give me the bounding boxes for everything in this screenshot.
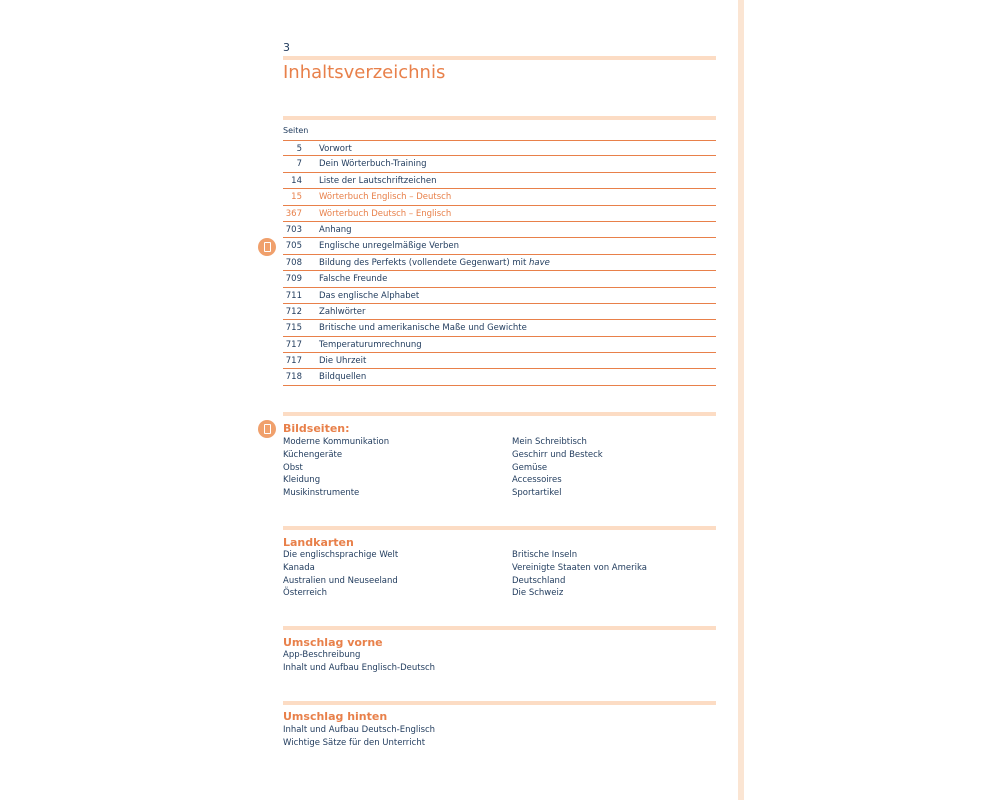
toc-label-text: Die Uhrzeit (319, 356, 367, 367)
toc-page-number: 5 (296, 144, 302, 154)
toc-label (319, 238, 459, 254)
toc-label-text: Bildung des Perfekts (vollendete Gegenwart) mit (319, 257, 527, 268)
landkarten-right (512, 549, 647, 600)
bildseiten-left (283, 436, 389, 500)
list-item: Die Schweiz (512, 588, 564, 599)
list-item: Britische Inseln (512, 550, 578, 560)
toc-row (283, 320, 716, 336)
toc-page-number: 709 (285, 274, 302, 285)
toc-label-italic: have (529, 257, 550, 268)
toc-label (319, 320, 527, 336)
landkarten-left (283, 549, 398, 600)
toc-row (283, 206, 716, 222)
umschlag-vorne-rule (283, 626, 716, 630)
app-marker-icon (258, 420, 276, 438)
toc-label-text: Zahlwörter (319, 306, 366, 317)
app-marker-icon (258, 238, 276, 256)
toc-label-text: Britische und amerikanische Maße und Gewichte (319, 323, 527, 334)
toc-page-number: 15 (291, 192, 302, 203)
toc-label-text: Bildquellen (319, 372, 367, 383)
page-edge (738, 0, 744, 800)
toc-label (319, 337, 422, 353)
toc-row (283, 304, 716, 320)
landkarten-title: Landkarten (283, 536, 354, 549)
list-item: Österreich (283, 588, 327, 599)
bildseiten-right (512, 436, 603, 500)
toc-row (283, 156, 716, 172)
toc-page-number: 718 (285, 372, 302, 383)
toc-row (283, 271, 716, 287)
toc-label (319, 255, 550, 271)
page-title: Inhaltsverzeichnis (283, 62, 446, 83)
bildseiten-title: Bildseiten: (283, 422, 350, 435)
toc-page-number: 711 (285, 290, 302, 301)
toc-label (319, 189, 451, 205)
toc-row (283, 288, 716, 304)
toc-label (319, 353, 366, 369)
toc-rule (283, 116, 716, 120)
toc-label (319, 222, 352, 238)
toc-page-number: 712 (285, 306, 302, 317)
toc-row (283, 173, 716, 189)
list-item: Australien und Neuseeland (283, 575, 398, 586)
toc-label-text: Wörterbuch Deutsch – Englisch (319, 208, 452, 219)
toc-label (319, 369, 366, 385)
list-item: Obst (283, 462, 303, 473)
umschlag-hinten-list (283, 724, 435, 750)
toc-page-number: 717 (285, 356, 302, 367)
toc-page-number: 717 (285, 339, 302, 350)
toc-label-text: Liste der Lautschriftzeichen (319, 175, 437, 186)
bildseiten-rule (283, 412, 716, 416)
pages-header: Seiten (283, 126, 309, 135)
list-item: Mein Schreibtisch (512, 437, 587, 447)
toc-label-text: Falsche Freunde (319, 274, 388, 285)
toc-page-number: 703 (285, 224, 302, 235)
list-item: Gemüse (512, 462, 548, 473)
list-item: Accessoires (512, 475, 562, 486)
umschlag-vorne-list (283, 649, 435, 675)
toc-page-number: 14 (291, 175, 302, 186)
toc-table (283, 140, 716, 386)
toc-row (283, 222, 716, 238)
list-item: Sportartikel (512, 488, 562, 499)
toc-label (319, 304, 365, 320)
list-item: Inhalt und Aufbau Englisch-Deutsch (283, 662, 436, 673)
list-item: Vereinigte Staaten von Amerika (512, 562, 647, 573)
toc-label-text: Temperaturumrechnung (319, 339, 422, 350)
toc-label (319, 156, 427, 172)
toc-label (319, 141, 352, 157)
toc-row (283, 238, 716, 254)
toc-row (283, 337, 716, 353)
toc-label-text: Dein Wörterbuch-Training (319, 159, 427, 170)
list-item: Kleidung (283, 475, 321, 486)
toc-label-text: Vorwort (319, 144, 352, 154)
toc-label-text: Das englische Alphabet (319, 290, 420, 301)
toc-row (283, 189, 716, 205)
landkarten-rule (283, 526, 716, 530)
toc-row (283, 255, 716, 271)
list-item: Die englischsprachige Welt (283, 550, 399, 560)
toc-label-text: Englische unregelmäßige Verben (319, 241, 460, 252)
toc-label (319, 288, 419, 304)
toc-label (319, 173, 437, 189)
umschlag-hinten-title: Umschlag hinten (283, 710, 388, 723)
list-item: Küchengeräte (283, 449, 343, 460)
toc-page-number: 367 (285, 208, 302, 219)
list-item: Moderne Kommunikation (283, 437, 390, 447)
toc-label (319, 271, 387, 287)
list-item: Wichtige Sätze für den Unterricht (283, 737, 426, 748)
toc-label-text: Wörterbuch Englisch – Deutsch (319, 192, 452, 203)
umschlag-hinten-rule (283, 701, 716, 705)
toc-row (283, 353, 716, 369)
toc-row (283, 140, 716, 156)
list-item: Geschirr und Besteck (512, 449, 603, 460)
list-item: Deutschland (512, 575, 566, 586)
top-rule (283, 56, 716, 60)
toc-label-text: Anhang (319, 224, 352, 235)
toc-page-number: 7 (296, 159, 302, 170)
list-item: Kanada (283, 562, 315, 573)
toc-page-number: 715 (285, 323, 302, 334)
toc-page-number: 708 (285, 257, 302, 268)
toc-row (283, 369, 716, 385)
toc-label (319, 206, 451, 222)
list-item: Musikinstrumente (283, 488, 360, 499)
page-number: 3 (283, 41, 290, 54)
list-item: App-Beschreibung (283, 650, 361, 660)
list-item: Inhalt und Aufbau Deutsch-Englisch (283, 725, 436, 735)
umschlag-vorne-title: Umschlag vorne (283, 636, 383, 649)
toc-page-number: 705 (285, 241, 302, 252)
